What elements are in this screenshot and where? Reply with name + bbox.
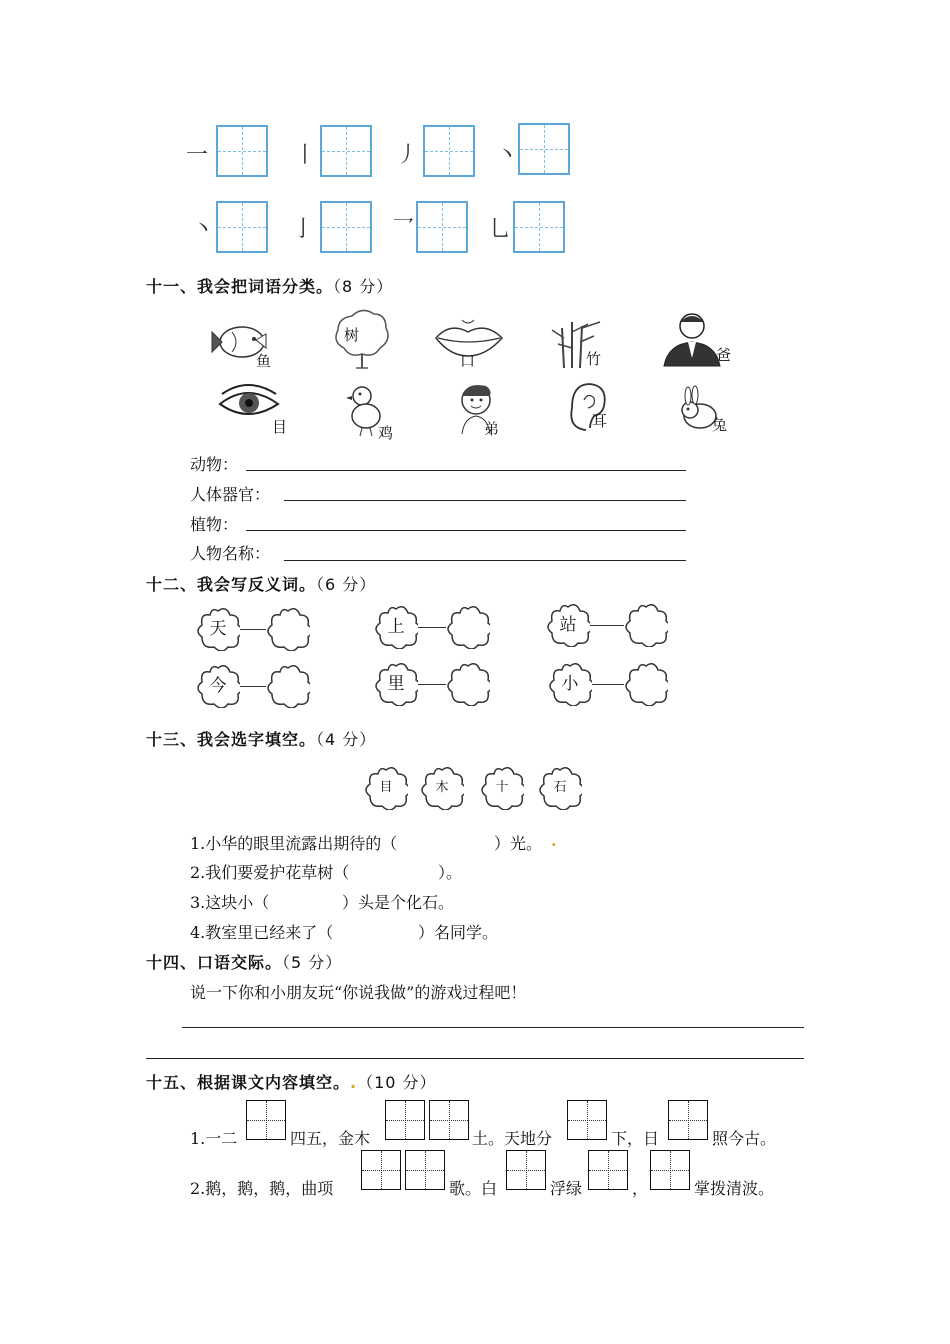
fill-line-1-text: 四五，金木 bbox=[290, 1129, 371, 1148]
writing-box[interactable] bbox=[216, 125, 268, 177]
connector-line bbox=[592, 684, 624, 685]
answer-box[interactable] bbox=[588, 1150, 628, 1190]
flower-icon bbox=[624, 662, 668, 706]
ear-picture bbox=[562, 378, 652, 440]
antonym-answer-flower[interactable] bbox=[624, 603, 668, 647]
tree-picture bbox=[322, 306, 412, 368]
stroke-label: 亅 bbox=[292, 217, 315, 242]
picture-label: 耳 bbox=[592, 412, 608, 430]
category-label: 人体器官： bbox=[190, 485, 271, 504]
writing-box[interactable] bbox=[320, 201, 372, 253]
section-title-text: 十五、根据课文内容填空。 bbox=[146, 1073, 351, 1092]
category-label: 人物名称： bbox=[190, 544, 271, 563]
answer-line[interactable] bbox=[246, 470, 686, 471]
section-title-text: 十一、我会把词语分类。 bbox=[146, 277, 334, 296]
answer-box[interactable] bbox=[385, 1100, 425, 1140]
answer-line[interactable] bbox=[284, 500, 686, 501]
question-3-part-a: 3.这块小（ bbox=[190, 893, 270, 912]
antonym-answer-flower[interactable] bbox=[624, 662, 668, 706]
stroke-label: 丨 bbox=[294, 143, 317, 168]
picture-label: 兔 bbox=[712, 416, 728, 434]
antonym-word: 今 bbox=[209, 676, 227, 696]
section-score: （10 分） bbox=[357, 1073, 437, 1092]
stroke-label: 一 bbox=[186, 143, 209, 168]
section-15-title bbox=[146, 1070, 437, 1093]
antonym-word: 里 bbox=[387, 674, 405, 694]
fill-line-1-text: 土。天地分 bbox=[472, 1129, 553, 1148]
mouth-icon bbox=[432, 316, 522, 376]
writing-box[interactable] bbox=[216, 201, 268, 253]
answer-box[interactable] bbox=[506, 1150, 546, 1190]
antonym-answer-flower[interactable] bbox=[446, 605, 490, 649]
section-score: （6 分） bbox=[316, 575, 377, 594]
stroke-label: 乛 bbox=[392, 217, 415, 242]
antonym-word-flower bbox=[374, 662, 418, 706]
connector-line bbox=[418, 627, 446, 628]
flower-icon bbox=[446, 605, 490, 649]
question-1-part-b: ）光。 bbox=[494, 834, 543, 853]
stroke-label: 丶 bbox=[192, 217, 215, 242]
fill-line-2-text: 歌。白 bbox=[449, 1179, 498, 1198]
category-label: 植物： bbox=[190, 515, 239, 534]
boy-picture bbox=[452, 378, 542, 440]
fill-line-2-text: ， bbox=[632, 1179, 649, 1198]
fill-line-1-text: 1.一二 bbox=[190, 1129, 238, 1148]
picture-label: 目 bbox=[272, 418, 288, 436]
fill-line-2-text: 掌拨清波。 bbox=[694, 1179, 775, 1198]
answer-box[interactable] bbox=[668, 1100, 708, 1140]
antonym-word: 站 bbox=[559, 615, 577, 635]
fish-picture bbox=[208, 312, 298, 374]
antonym-word: 天 bbox=[209, 619, 227, 639]
answer-box[interactable] bbox=[429, 1100, 469, 1140]
bamboo-picture bbox=[548, 318, 638, 380]
flower-icon bbox=[266, 607, 310, 651]
antonym-word-flower bbox=[196, 607, 240, 651]
fish-icon bbox=[208, 312, 298, 374]
picture-label: 爸 bbox=[716, 346, 732, 364]
section-score: （5 分） bbox=[282, 953, 343, 972]
tree-icon bbox=[322, 306, 412, 372]
section-12-title bbox=[146, 572, 376, 595]
antonym-answer-flower[interactable] bbox=[266, 664, 310, 708]
section-title-mark: . bbox=[350, 1073, 358, 1092]
option-flower bbox=[538, 766, 582, 810]
question-4-part-b: ）名同学。 bbox=[418, 923, 499, 942]
flower-icon bbox=[266, 664, 310, 708]
antonym-answer-flower[interactable] bbox=[266, 607, 310, 651]
flower-icon bbox=[624, 603, 668, 647]
section-14-prompt: 说一下你和小朋友玩“你说我做”的游戏过程吧！ bbox=[190, 983, 527, 1002]
answer-box[interactable] bbox=[246, 1100, 286, 1140]
question-1-mark: . bbox=[551, 831, 557, 850]
writing-box[interactable] bbox=[320, 125, 372, 177]
flower-icon bbox=[446, 662, 490, 706]
question-4-part-a: 4.教室里已经来了（ bbox=[190, 923, 334, 942]
antonym-word-flower bbox=[548, 662, 592, 706]
answer-line[interactable] bbox=[182, 1027, 804, 1028]
picture-label: 鱼 bbox=[256, 352, 272, 370]
antonym-word-flower bbox=[196, 664, 240, 708]
eye-picture bbox=[216, 378, 306, 440]
answer-line[interactable] bbox=[246, 530, 686, 531]
section-14-title bbox=[146, 950, 342, 973]
section-11-title bbox=[146, 274, 393, 297]
antonym-answer-flower[interactable] bbox=[446, 662, 490, 706]
section-title-text: 十二、我会写反义词。 bbox=[146, 575, 317, 594]
fill-line-1-text: 下，日 bbox=[611, 1129, 660, 1148]
writing-box[interactable] bbox=[423, 125, 475, 177]
fill-line-1-text: 照今古。 bbox=[712, 1129, 777, 1148]
option-char: 十 bbox=[495, 780, 509, 795]
fill-line-2-text: 2.鹅，鹅，鹅，曲项 bbox=[190, 1179, 334, 1198]
option-char: 石 bbox=[553, 780, 567, 795]
answer-line[interactable] bbox=[284, 560, 686, 561]
answer-box[interactable] bbox=[567, 1100, 607, 1140]
picture-label: 鸡 bbox=[378, 424, 394, 442]
question-2-part-a: 2.我们要爱护花草树（ bbox=[190, 863, 350, 882]
mouth-picture bbox=[432, 316, 522, 378]
stroke-label: 丿 bbox=[396, 143, 419, 168]
fill-line-2-text: 浮绿 bbox=[550, 1179, 583, 1198]
section-title-text: 十三、我会选字填空。 bbox=[146, 730, 317, 749]
antonym-word-flower bbox=[546, 603, 590, 647]
answer-box[interactable] bbox=[361, 1150, 401, 1190]
antonym-word-flower bbox=[374, 605, 418, 649]
option-flower bbox=[364, 766, 408, 810]
picture-label: 口 bbox=[460, 352, 476, 370]
writing-box[interactable] bbox=[518, 123, 570, 175]
option-flower bbox=[480, 766, 524, 810]
question-1-part-a: 1.小华的眼里流露出期待的（ bbox=[190, 834, 398, 853]
picture-label: 树 bbox=[344, 326, 360, 344]
option-char: 目 bbox=[379, 780, 393, 795]
picture-label: 弟 bbox=[484, 420, 500, 438]
writing-box[interactable] bbox=[416, 201, 468, 253]
answer-box[interactable] bbox=[405, 1150, 445, 1190]
writing-box[interactable] bbox=[513, 201, 565, 253]
section-score: （8 分） bbox=[333, 277, 394, 296]
answer-line[interactable] bbox=[146, 1058, 804, 1059]
rabbit-picture bbox=[676, 382, 766, 444]
stroke-label: 乚 bbox=[489, 217, 512, 242]
connector-line bbox=[418, 684, 446, 685]
connector-line bbox=[590, 625, 624, 626]
antonym-word: 上 bbox=[387, 617, 405, 637]
option-flower bbox=[420, 766, 464, 810]
question-3-part-b: ）头是个化石。 bbox=[342, 893, 455, 912]
connector-line bbox=[240, 629, 266, 630]
question-2-part-b: ）。 bbox=[438, 863, 463, 882]
eye-icon bbox=[216, 378, 306, 438]
option-char: 木 bbox=[435, 780, 449, 795]
father-icon bbox=[660, 308, 750, 370]
connector-line bbox=[240, 686, 266, 687]
antonym-word: 小 bbox=[561, 674, 579, 694]
picture-label: 竹 bbox=[586, 350, 602, 368]
section-title-text: 十四、口语交际。 bbox=[146, 953, 283, 972]
father-picture bbox=[660, 308, 750, 370]
chick-picture bbox=[342, 380, 432, 442]
category-label: 动物： bbox=[190, 455, 239, 474]
section-score: （4 分） bbox=[316, 730, 377, 749]
section-13-title bbox=[146, 727, 376, 750]
answer-box[interactable] bbox=[650, 1150, 690, 1190]
stroke-label: 丶 bbox=[496, 143, 519, 168]
